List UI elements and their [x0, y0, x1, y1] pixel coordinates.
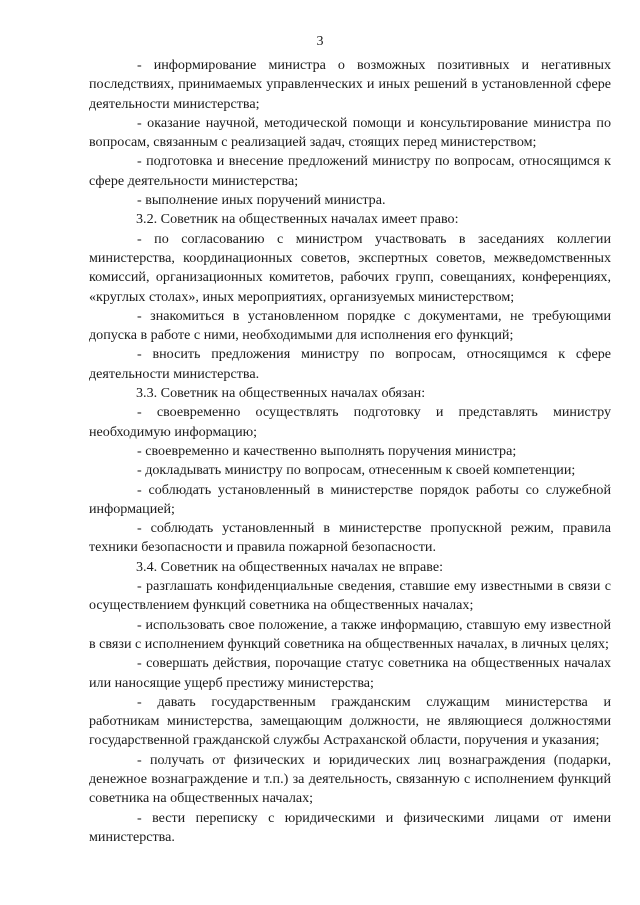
document-body — [89, 56, 611, 847]
paragraph-participate-meetings: - по согласованию с министром участвовать в заседаниях коллегии министерства, координационных советов, экспертных советов, межведомственных комиссий, организационных комитетов, рабочих групп, совещаниях, конференциях, «круглых столах», иных мероприятиях, организуемых министерством; — [89, 230, 611, 305]
paragraph-safety-rules: - соблюдать установленный в министерстве пропускной режим, правила техники безопасности и правила пожарной безопасности. — [89, 520, 611, 556]
paragraph-disclose-confidential: - разглашать конфиденциальные сведения, ставшие ему известными в связи с осуществлением функций советника на общественных началах; — [89, 578, 611, 614]
page-number: 3 — [316, 34, 324, 49]
paragraph-inform-minister: - информирование министра о возможных позитивных и негативных последствиях, принимаемых управленческих и иных решений в установленной сфере деятельности министерства; — [89, 57, 611, 112]
paragraph-give-orders: - давать государственным гражданским служащим министерства и работникам министерства, замещающим должности, не являющиеся должностями государственной гражданской службы Астраханской области, поручения и указания; — [89, 693, 611, 749]
paragraph-report-minister: - докладывать министру по вопросам, отнесенным к своей компетенции; — [137, 462, 576, 479]
paragraph-discrediting-actions: - совершать действия, порочащие статус советника на общественных началах или наносящие ущерб престижу министерства; — [89, 655, 611, 691]
paragraph-familiarize-documents: - знакомиться в установленном порядке с документами, не требующими допуска в работе с ними, необходимыми для исполнения его функций; — [89, 307, 611, 344]
paragraph-receive-rewards: - получать от физических и юридических лиц вознаграждения (подарки, денежное вознаграждение и т.п.) за деятельность, связанную с исполнением функций советника на общественных началах; — [89, 751, 611, 807]
section-3-3-heading: 3.3. Советник на общественных началах обязан: — [136, 385, 426, 402]
paragraph-submit-proposals: - вносить предложения министру по вопросам, относящимся к сфере деятельности министерства. — [89, 346, 611, 382]
paragraph-other-orders: - выполнение иных поручений министра. — [137, 192, 386, 209]
paragraph-personal-gain: - использовать свое положение, а также информацию, ставшую ему известной в связи с исполнением функций советника на общественных началах, в личных целях; — [89, 616, 611, 652]
section-3-2-heading: 3.2. Советник на общественных началах имеет право: — [136, 211, 459, 228]
paragraph-scientific-help: - оказание научной, методической помощи и консультирование министра по вопросам, связанным с реализацией задач, стоящих перед министерством; — [89, 114, 611, 151]
paragraph-correspondence: - вести переписку с юридическими и физическими лицами от имени министерства. — [89, 809, 611, 845]
paragraph-proposals: - подготовка и внесение предложений министру по вопросам, относящимся к сфере деятельности министерства; — [89, 153, 611, 189]
paragraph-prepare-information: - своевременно осуществлять подготовку и представлять министру необходимую информацию; — [89, 404, 611, 440]
section-3-4-heading: 3.4. Советник на общественных началах не вправе: — [136, 558, 444, 575]
paragraph-perform-orders: - своевременно и качественно выполнять поручения министра; — [137, 442, 517, 459]
paragraph-service-information: - соблюдать установленный в министерстве порядок работы со служебной информацией; — [89, 481, 611, 517]
